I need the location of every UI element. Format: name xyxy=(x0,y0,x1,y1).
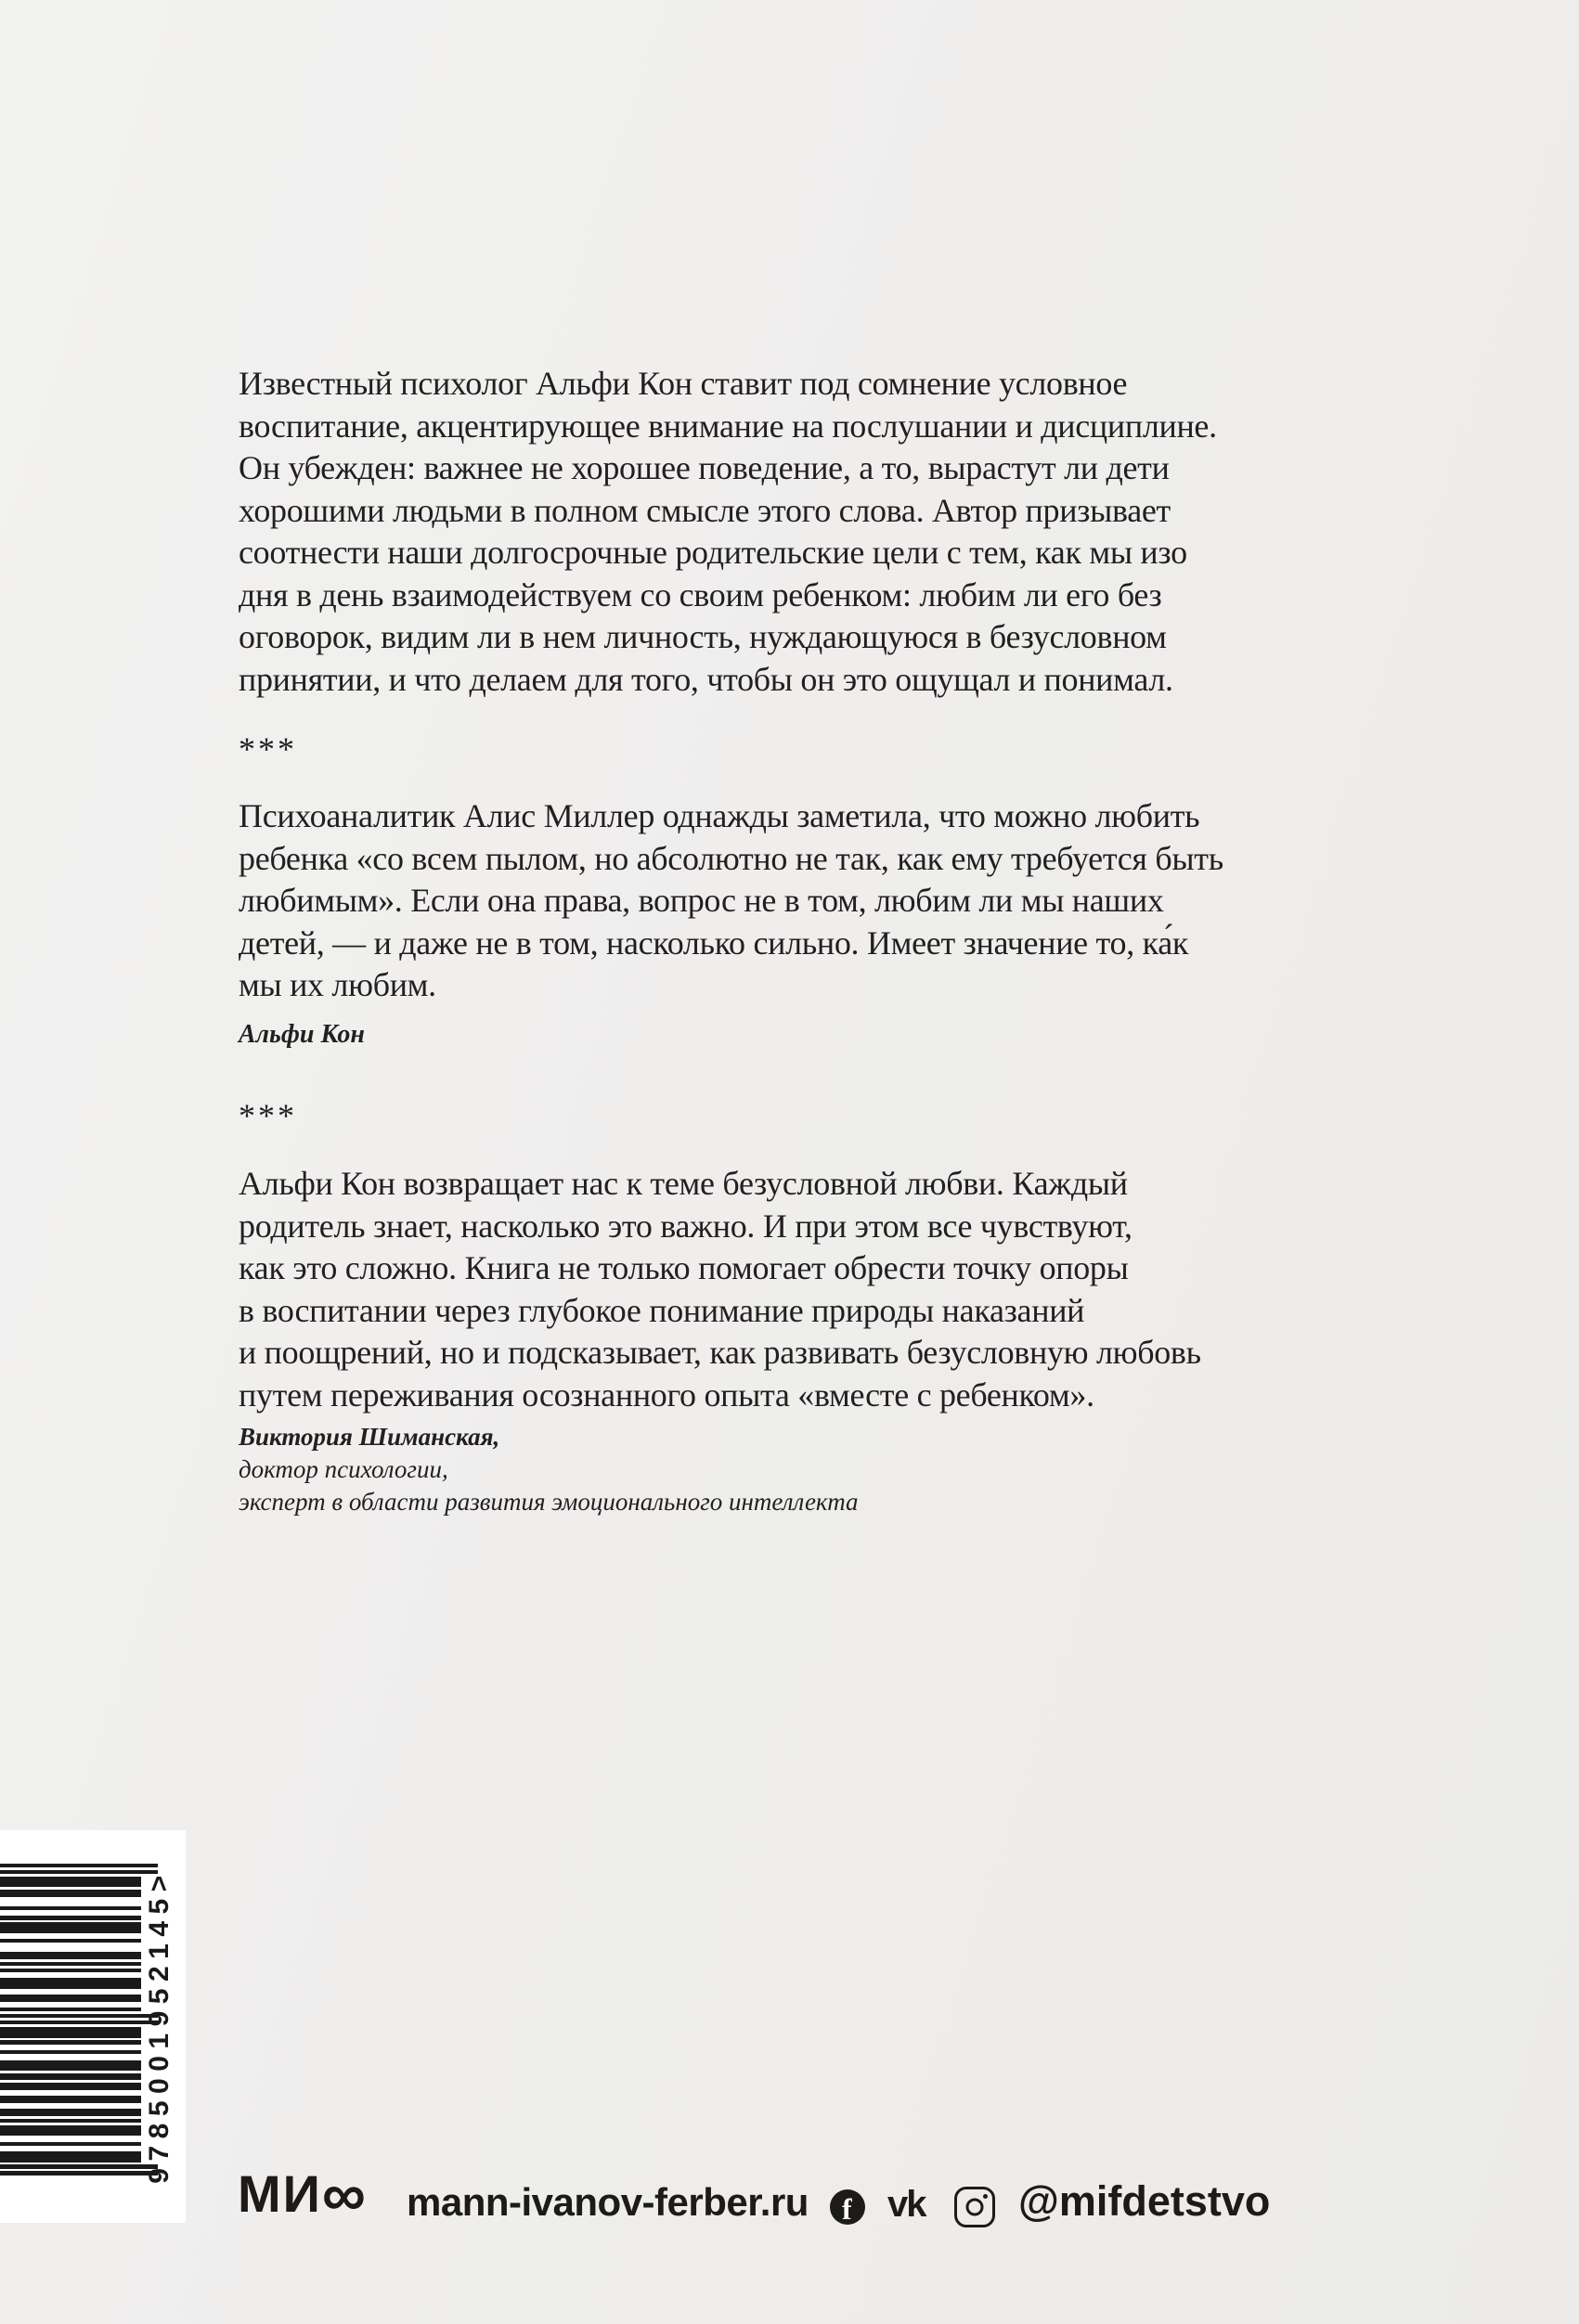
barcode-bar xyxy=(0,2040,141,2044)
barcode-bar xyxy=(0,2083,141,2090)
barcode-number: 9785001952145> xyxy=(144,1868,175,2184)
barcode-bar xyxy=(0,2050,141,2054)
quote-alice-miller xyxy=(239,795,1223,1007)
text-line: любимым». Если она права, вопрос не в том, любим ли мы наших xyxy=(239,882,1164,919)
barcode-bar xyxy=(0,1978,141,1988)
publisher-website: mann-ivanov-ferber.ru xyxy=(407,2180,809,2224)
barcode-bar xyxy=(0,2096,141,2103)
barcode-bar xyxy=(0,1922,141,1932)
social-handle: @mifdetstvo xyxy=(1018,2177,1271,2225)
barcode-bar xyxy=(0,2151,141,2162)
text-line: Альфи Кон возвращает нас к теме безусловной любви. Каждый xyxy=(239,1165,1128,1202)
text-line: родитель знает, насколько это важно. И при этом все чувствуют, xyxy=(239,1207,1132,1245)
mif-logo-letters: МИ xyxy=(238,2164,322,2223)
mif-publisher-logo xyxy=(238,2160,366,2228)
review-attribution xyxy=(239,1421,859,1518)
barcode-bar xyxy=(0,2171,158,2175)
barcode-bar xyxy=(0,2021,158,2024)
instagram-lens xyxy=(966,2199,984,2216)
text-line: воспитание, акцентирующее внимание на послушании и дисциплине. xyxy=(239,407,1217,445)
barcode-bar xyxy=(0,2109,141,2116)
barcode-bar xyxy=(0,2119,141,2123)
text-line: дня в день взаимодействуем со своим ребенком: любим ли его без xyxy=(239,575,1162,613)
text-line: оговорок, видим ли в нем личность, нуждающуюся в безусловном xyxy=(239,618,1167,655)
section-separator: *** xyxy=(239,1097,297,1134)
barcode-bar xyxy=(0,1939,141,1943)
barcode-bar xyxy=(0,1870,158,1874)
text-line: хорошими людьми в полном смысле этого слова. Автор призывает xyxy=(239,491,1171,529)
instagram-dot xyxy=(983,2194,988,2199)
section-separator: *** xyxy=(239,730,297,768)
infinity-icon: ∞ xyxy=(321,2160,366,2228)
text-line: и поощрений, но и подсказывает, как развивать безусловную любовь xyxy=(239,1334,1201,1371)
text-line: Психоаналитик Алис Миллер однажды заметила, что можно любить xyxy=(239,797,1200,834)
text-line: эксперт в области развития эмоционального интеллекта xyxy=(239,1488,859,1516)
publisher-annotation xyxy=(239,363,1217,701)
barcode-bar xyxy=(0,1864,158,1867)
text-line: мы их любим. xyxy=(239,966,436,1003)
barcode-bar xyxy=(0,2027,141,2037)
text-line: ребенка «со всем пылом, но абсолютно не так, как ему требуется быть xyxy=(239,839,1223,877)
barcode-bar xyxy=(0,1969,141,1972)
text-line: Он убежден: важнее не хорошее поведение, а то, вырастут ли дети xyxy=(239,449,1170,486)
review-author-roles xyxy=(239,1453,859,1518)
barcode-bar xyxy=(0,2008,141,2011)
vk-icon: vk xyxy=(887,2184,925,2225)
barcode-bar xyxy=(0,2164,158,2168)
review-author: Виктория Шиманская, xyxy=(239,1423,500,1451)
text-line: как это сложно. Книга не только помогает обрести точку опоры xyxy=(239,1249,1129,1286)
text-line: соотнести наши долгосрочные родительские цели с тем, как мы изо xyxy=(239,534,1187,571)
text-line: Известный психолог Альфи Кон ставит под сомнение условное xyxy=(239,365,1128,402)
instagram-icon xyxy=(954,2187,995,2227)
barcode-bar xyxy=(0,1890,141,1897)
barcode-bar xyxy=(0,2142,141,2146)
barcode-bar xyxy=(0,2060,141,2071)
barcode-bar xyxy=(0,1906,141,1910)
barcode-bar xyxy=(0,1877,141,1887)
text-line: путем переживания осознанного опыта «вместе с ребенком». xyxy=(239,1375,1094,1414)
barcode-bar xyxy=(0,2014,158,2018)
barcode-bar xyxy=(0,1962,141,1966)
text-line: доктор психологии, xyxy=(239,1455,448,1483)
barcode-bar xyxy=(0,2125,141,2136)
text-line: принятии, и что делаем для того, чтобы он это ощущал и понимал. xyxy=(239,660,1173,698)
barcode-bar xyxy=(0,1952,141,1959)
text-line: детей, — и даже не в том, насколько сильно. Имеет значение то, ка́к xyxy=(239,923,1189,962)
review-quote xyxy=(239,1163,1201,1416)
quote-attribution-alfie-kohn: Альфи Кон xyxy=(239,1020,365,1049)
barcode-bar xyxy=(0,2073,141,2081)
text-line: в воспитании через глубокое понимание природы наказаний xyxy=(239,1291,1085,1329)
barcode-bar xyxy=(0,1916,141,1919)
barcode-bar xyxy=(0,1995,141,2002)
facebook-icon: f xyxy=(830,2189,865,2225)
